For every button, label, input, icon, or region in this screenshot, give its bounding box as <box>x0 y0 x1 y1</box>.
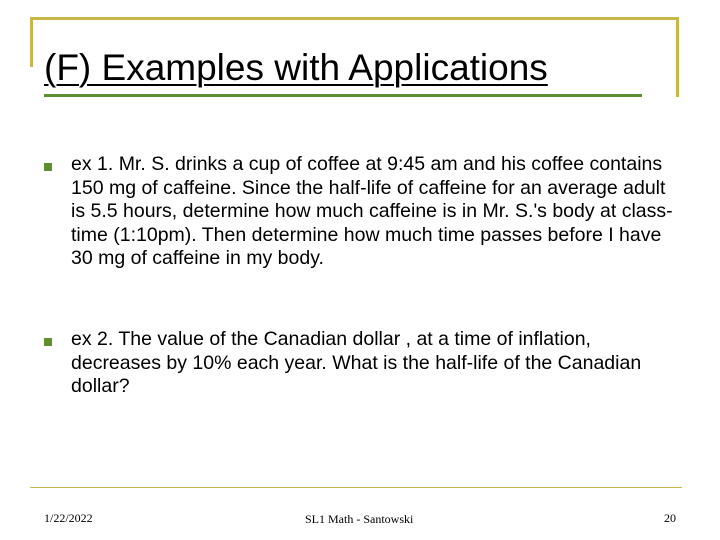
title-rule <box>44 94 642 97</box>
list-item: ex 1. Mr. S. drinks a cup of coffee at 9:45 am and his coffee contains 150 mg of caffeine. Since the half-life of caffeine for an average adult is 5.5 hours, determine how much caffeine is in Mr. S.'s body at class-time (1:10pm). Then determine how much time passes before I have 30 mg of caffeine in my body. <box>71 153 673 269</box>
slide-frame-right <box>676 17 679 97</box>
slide-frame-left <box>30 17 33 67</box>
list-item: ex 2. The value of the Canadian dollar , at a time of inflation, decreases by 10% each year. What is the half-life of the Canadian dollar? <box>71 328 642 397</box>
footer-date: 1/22/2022 <box>44 511 93 525</box>
slide-title: (F) Examples with Applications <box>44 47 548 88</box>
footer-title: SL1 Math - Santowski <box>305 512 414 526</box>
footer-rule <box>30 487 682 488</box>
bullet-marker-icon <box>44 163 52 171</box>
bullet-marker-icon <box>44 338 52 346</box>
slide-frame-top <box>30 17 678 20</box>
page-number: 20 <box>664 511 676 525</box>
